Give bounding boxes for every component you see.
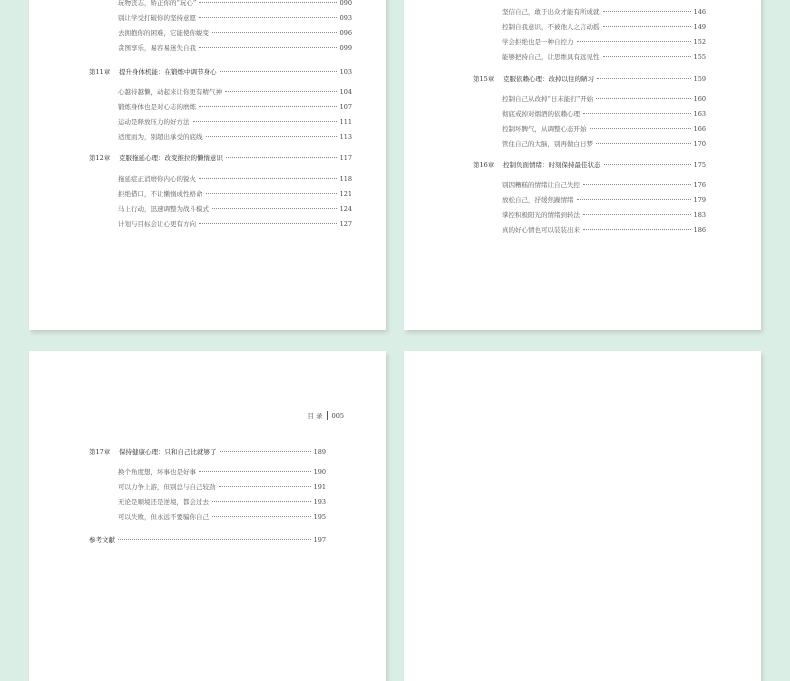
chapter-number: 第12章 bbox=[89, 154, 111, 162]
toc-chapter bbox=[89, 67, 352, 77]
toc-entry bbox=[118, 43, 352, 53]
dot-leader bbox=[206, 136, 337, 137]
toc-entry-title: 适度而为，别超出承受的底线 bbox=[118, 133, 203, 141]
references-page: 197 bbox=[313, 536, 326, 544]
dot-leader bbox=[583, 113, 691, 114]
toc-entry-title: 别让学受打破你的坚持意愿 bbox=[118, 14, 196, 22]
header-page-number: 005 bbox=[331, 411, 344, 420]
dot-leader bbox=[219, 486, 311, 487]
toc-entry-page: 186 bbox=[693, 226, 706, 234]
toc-entry bbox=[118, 102, 352, 112]
references-title: 参考文献 bbox=[89, 536, 115, 544]
dot-leader bbox=[596, 143, 691, 144]
toc-entry-title: 马上行动，迅速调整为战斗模式 bbox=[118, 205, 209, 213]
toc-entry-title: 贪图享乐，易容易迷失自我 bbox=[118, 44, 196, 52]
toc-entry bbox=[118, 13, 352, 23]
toc-entry-page: 193 bbox=[313, 498, 326, 506]
dot-leader bbox=[199, 47, 337, 48]
chapter-number: 第17章 bbox=[89, 448, 111, 456]
dot-leader bbox=[199, 178, 337, 179]
header-label: 目 录 bbox=[307, 412, 323, 420]
chapter-number: 第16章 bbox=[473, 161, 495, 169]
chapter-number: 第11章 bbox=[89, 68, 111, 76]
dot-leader bbox=[596, 98, 690, 99]
chapter-page: 117 bbox=[339, 154, 352, 162]
toc-entry bbox=[502, 139, 706, 149]
toc-entry-page: 190 bbox=[313, 468, 326, 476]
toc-entry-page: 113 bbox=[339, 133, 352, 141]
toc-entry-title: 去拥抱你的困难，它能使你蜕变 bbox=[118, 29, 209, 37]
toc-entry-title: 心越待越懒，动起来让你更有精气神 bbox=[118, 88, 222, 96]
toc-entry-title: 拖延症正消磨你内心的锐火 bbox=[118, 175, 196, 183]
header-divider bbox=[327, 411, 328, 420]
toc-entry bbox=[502, 124, 706, 134]
toc-entry-title: 可以失败，但永远不要骗你自己 bbox=[118, 513, 209, 521]
toc-entry-page: 152 bbox=[693, 38, 706, 46]
chapter-number: 第15章 bbox=[473, 75, 495, 83]
dot-leader bbox=[583, 184, 691, 185]
toc-entry-title: 管住自己的大脑，别再做白日梦 bbox=[502, 140, 593, 148]
toc-entry-page: 104 bbox=[339, 88, 352, 96]
toc-entry-title: 换个角度想，坏事也是好事 bbox=[118, 468, 196, 476]
chapter-page: 103 bbox=[339, 68, 352, 76]
running-header bbox=[308, 411, 345, 420]
dot-leader bbox=[603, 56, 691, 57]
toc-chapter bbox=[89, 447, 326, 457]
toc-entry bbox=[118, 132, 352, 142]
toc-entry-page: 195 bbox=[313, 513, 326, 521]
dot-leader bbox=[199, 223, 337, 224]
chapter-title: 保持健康心理：只和自己比就够了 bbox=[119, 448, 217, 456]
dot-leader bbox=[577, 41, 691, 42]
toc-entry-page: 183 bbox=[693, 211, 706, 219]
toc-entry-page: 124 bbox=[339, 205, 352, 213]
toc-entry bbox=[502, 52, 706, 62]
toc-entry bbox=[502, 210, 706, 220]
dot-leader bbox=[603, 26, 691, 27]
toc-entry bbox=[118, 467, 326, 477]
dot-leader bbox=[226, 157, 337, 158]
chapter-page: 189 bbox=[313, 448, 326, 456]
toc-entry-title: 控制自己从改掉“日末能打”开始 bbox=[502, 95, 594, 103]
toc-entry-page: 093 bbox=[339, 14, 352, 22]
dot-leader bbox=[225, 91, 337, 92]
toc-entry bbox=[118, 87, 352, 97]
toc-entry-title: 坚信自己，敢于出众才能有所成就 bbox=[502, 8, 600, 16]
toc-entry bbox=[118, 28, 352, 38]
toc-entry-page: 160 bbox=[693, 95, 706, 103]
blank-page bbox=[404, 351, 761, 681]
toc-entry bbox=[118, 189, 352, 199]
toc-entry-title: 可以力争上游，但别总与自己较劲 bbox=[118, 483, 216, 491]
toc-page-top-left bbox=[29, 0, 386, 330]
toc-entry bbox=[502, 225, 706, 235]
toc-entry-page: 121 bbox=[339, 190, 352, 198]
toc-entry-title: 彻底戒掉对烟酒的依赖心理 bbox=[502, 110, 580, 118]
dot-leader bbox=[220, 71, 337, 72]
dot-leader bbox=[590, 128, 691, 129]
toc-entry bbox=[502, 22, 706, 32]
chapter-page: 159 bbox=[693, 75, 706, 83]
dot-leader bbox=[212, 501, 311, 502]
toc-entry-title: 拒绝借口，不让懒惰成性格命 bbox=[118, 190, 203, 198]
toc-entry-title: 控制自我意识，不被他人之言动摇 bbox=[502, 23, 600, 31]
toc-entry bbox=[118, 0, 352, 8]
toc-entry-page: 149 bbox=[693, 23, 706, 31]
dot-leader bbox=[206, 193, 337, 194]
toc-entry bbox=[502, 7, 706, 17]
toc-entry-title: 控制坏脾气，从调整心态开始 bbox=[502, 125, 587, 133]
toc-entry bbox=[118, 174, 352, 184]
dot-leader bbox=[212, 516, 311, 517]
toc-entry-page: 170 bbox=[693, 140, 706, 148]
toc-entry-page: 163 bbox=[693, 110, 706, 118]
dot-leader bbox=[199, 2, 336, 3]
toc-chapter bbox=[89, 153, 352, 163]
dot-leader bbox=[583, 229, 691, 230]
toc-entry-page: 179 bbox=[693, 196, 706, 204]
toc-entry bbox=[118, 117, 352, 127]
dot-leader bbox=[193, 121, 337, 122]
toc-entry-title: 计划与目标会让心更有方向 bbox=[118, 220, 196, 228]
dot-leader bbox=[597, 78, 691, 79]
toc-page-bottom-left bbox=[29, 351, 386, 681]
toc-entry-title: 别因糟糕的情绪让自己失控 bbox=[502, 181, 580, 189]
toc-chapter bbox=[473, 160, 706, 170]
dot-leader bbox=[199, 17, 337, 18]
dot-leader bbox=[118, 539, 311, 540]
toc-entry-title: 掌控积极阳光的情绪到转法 bbox=[502, 211, 580, 219]
toc-entry-page: 118 bbox=[339, 175, 352, 183]
dot-leader bbox=[577, 199, 691, 200]
toc-entry-page: 111 bbox=[339, 118, 352, 126]
dot-leader bbox=[603, 11, 691, 12]
toc-entry-page: 176 bbox=[693, 181, 706, 189]
toc-entry-title: 运动是释放压力的好方法 bbox=[118, 118, 190, 126]
chapter-title: 克服依赖心理：改掉以往的陋习 bbox=[503, 75, 594, 83]
toc-entry-page: 191 bbox=[313, 483, 326, 491]
toc-entry-page: 090 bbox=[339, 0, 352, 7]
dot-leader bbox=[604, 164, 691, 165]
dot-leader bbox=[199, 106, 337, 107]
chapter-page: 175 bbox=[693, 161, 706, 169]
dot-leader bbox=[212, 32, 337, 33]
dot-leader bbox=[199, 471, 311, 472]
dot-leader bbox=[583, 214, 691, 215]
toc-entry bbox=[118, 482, 326, 492]
toc-chapter bbox=[473, 74, 706, 84]
toc-entry-page: 107 bbox=[339, 103, 352, 111]
toc-entry-title: 真的好心情也可以装装出来 bbox=[502, 226, 580, 234]
toc-entry bbox=[118, 497, 326, 507]
toc-entry bbox=[118, 204, 352, 214]
toc-entry-page: 166 bbox=[693, 125, 706, 133]
toc-entry-title: 学会拒绝也是一种自控力 bbox=[502, 38, 574, 46]
chapter-title: 克服拖延心理：改变推拉的懒惰意识 bbox=[119, 154, 223, 162]
toc-entry-title: 能够把持自己，让思维具有远见性 bbox=[502, 53, 600, 61]
toc-entry bbox=[502, 109, 706, 119]
toc-page-top-right bbox=[404, 0, 761, 330]
toc-entry-page: 127 bbox=[339, 220, 352, 228]
toc-entry bbox=[118, 512, 326, 522]
toc-entry bbox=[118, 219, 352, 229]
toc-entry bbox=[502, 94, 706, 104]
toc-entry-title: 无论是顺境还是逆境，都会过去 bbox=[118, 498, 209, 506]
chapter-title: 提升身体机能：在锻炼中调节身心 bbox=[119, 68, 217, 76]
dot-leader bbox=[220, 451, 311, 452]
toc-references bbox=[89, 535, 326, 545]
toc-entry-page: 096 bbox=[339, 29, 352, 37]
toc-entry-page: 099 bbox=[339, 44, 352, 52]
toc-entry-title: 玩物丧志，矫正你的“玩心” bbox=[118, 0, 197, 7]
toc-entry-page: 155 bbox=[693, 53, 706, 61]
toc-entry bbox=[502, 195, 706, 205]
dot-leader bbox=[212, 208, 337, 209]
toc-entry-title: 放松自己，抒缓焦躁情绪 bbox=[502, 196, 574, 204]
toc-entry-page: 146 bbox=[693, 8, 706, 16]
toc-entry-title: 锻炼身体也是对心志的磨炼 bbox=[118, 103, 196, 111]
toc-entry bbox=[502, 180, 706, 190]
chapter-title: 控制负面情绪：时刻保持最佳状态 bbox=[503, 161, 601, 169]
toc-entry bbox=[502, 37, 706, 47]
